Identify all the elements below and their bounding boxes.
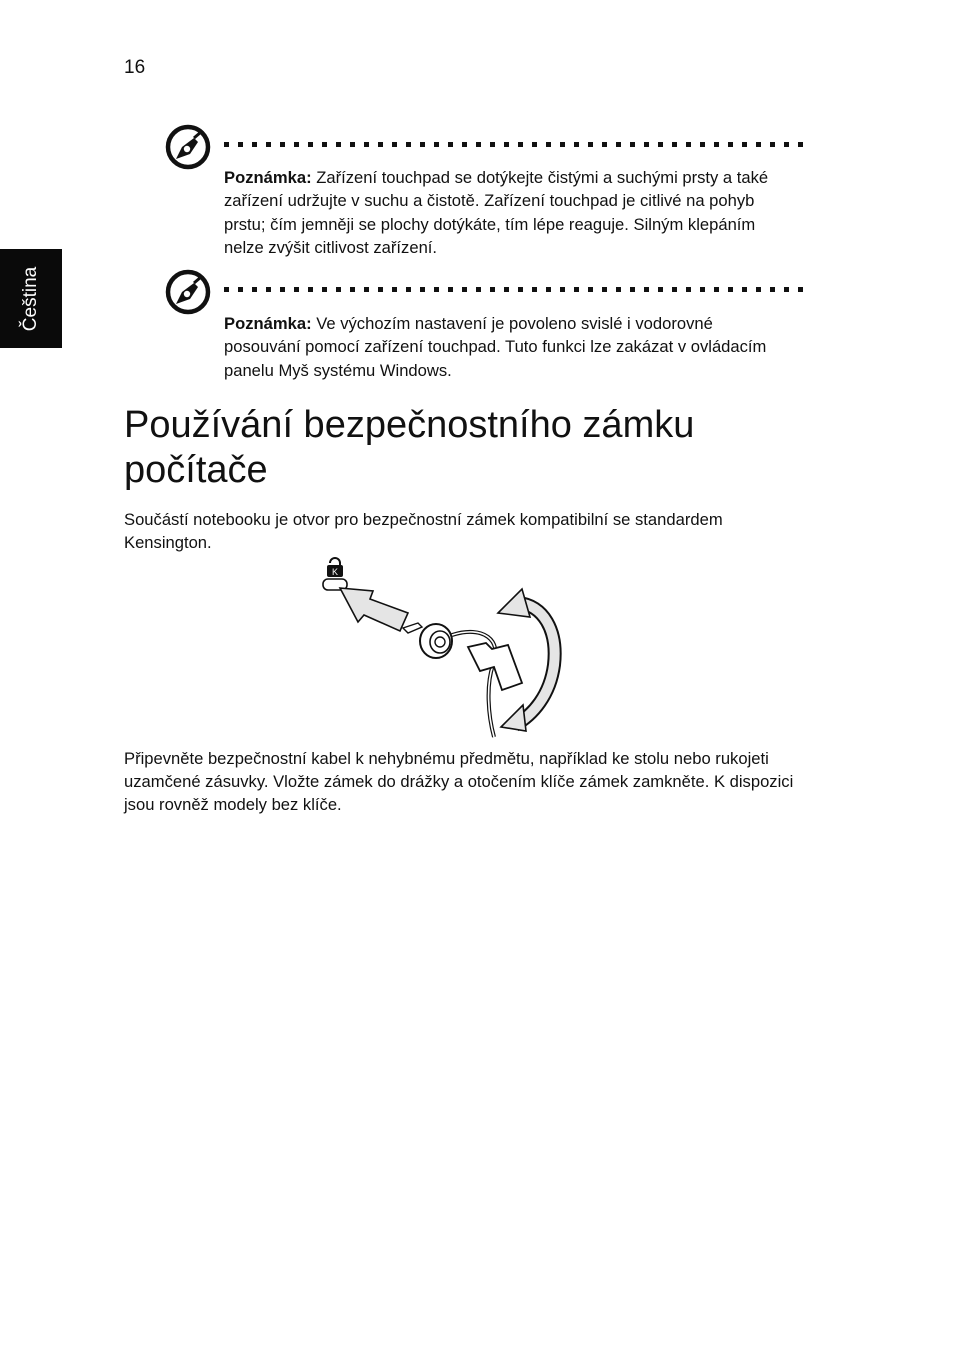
note-label: Poznámka:	[224, 314, 312, 333]
note-touchpad-scrolling	[165, 269, 815, 384]
lock-badge-icon	[327, 558, 343, 577]
note-text	[224, 166, 794, 260]
language-tab-label: Čeština	[20, 266, 41, 331]
dotted-divider	[224, 142, 809, 147]
note-text	[224, 312, 794, 382]
note-touchpad-care	[165, 124, 815, 264]
note-body: Zařízení touchpad se dotýkejte čistými a suchými prsty a také zařízení udržujte v suchu a čistotě. Zařízení touchpad je citlivé na pohyb prstu; čím jemněji se plochy dotýkáte, tím lépe reaguje. Silným klepáním nelze zvýšit citlivost zařízení.	[224, 168, 769, 258]
section-intro: Součástí notebooku je otvor pro bezpečnostní zámek kompatibilní se standardem Kensington.	[124, 510, 723, 552]
svg-text:K: K	[331, 567, 339, 577]
section-instructions: Připevněte bezpečnostní kabel k nehybnému předmětu, například ke stolu nebo rukojeti uzamčené zásuvky. Vložte zámek do drážky a otočením klíče zámek zamkněte. K dispozici jsou rovněž modely bez klíče.	[124, 749, 794, 814]
note-pen-icon	[165, 124, 211, 170]
note-body: Ve výchozím nastavení je povoleno svislé i vodorovné posouvání pomocí zařízení touchpad. Tuto funkci lze zakázat v ovládacím panelu Myš systému Windows.	[224, 314, 767, 380]
kensington-lock-illustration	[318, 555, 563, 740]
language-tab	[0, 249, 62, 348]
note-pen-icon	[165, 269, 211, 315]
dotted-divider	[224, 287, 809, 292]
note-label: Poznámka:	[224, 168, 312, 187]
section-title: Používání bezpečnostního zámku počítače	[124, 404, 695, 491]
page-number: 16	[124, 57, 146, 78]
